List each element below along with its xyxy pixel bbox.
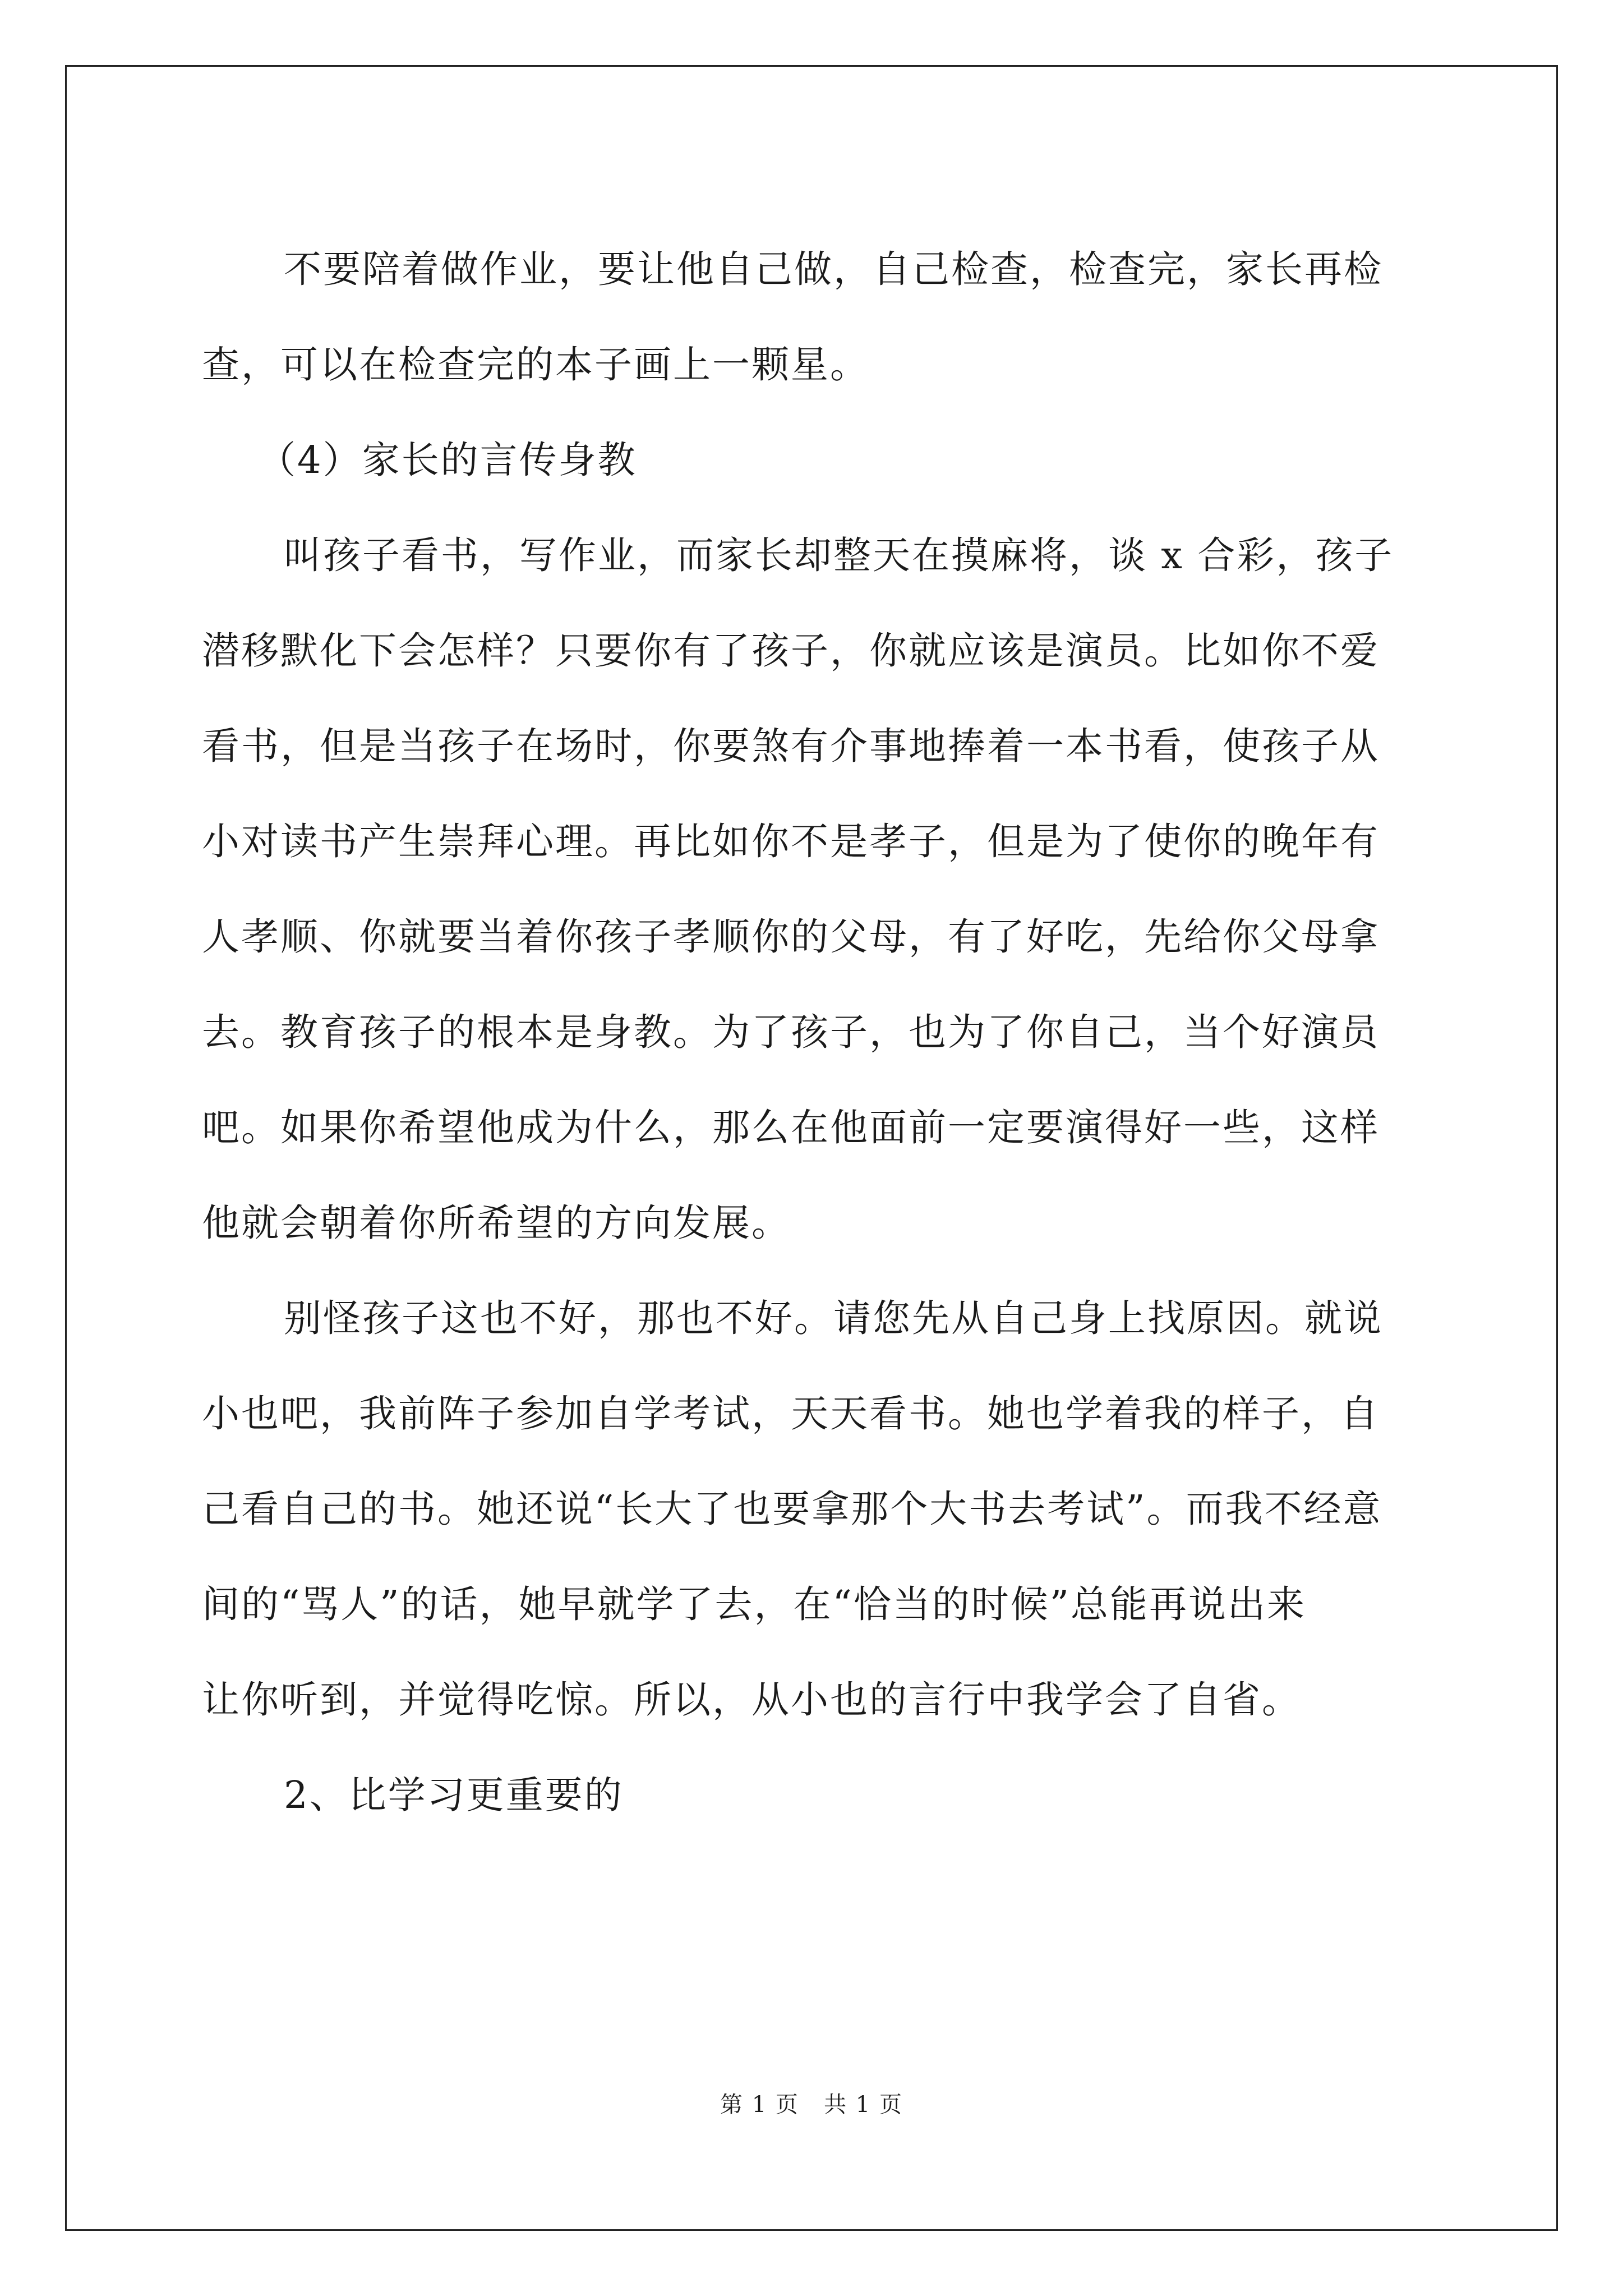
paragraph	[202, 1271, 1430, 1747]
text-line: 潜移默化下会怎样？只要你有了孩子，你就应该是演员。比如你不爱	[202, 629, 1380, 673]
text-line: 别怪孩子这也不好，那也不好。请您先从自己身上找原因。就说	[284, 1296, 1383, 1340]
text-line: 人孝顺、你就要当着你孩子孝顺你的父母，有了好吃，先给你父母拿	[202, 915, 1380, 959]
text-line: 看书，但是当孩子在场时，你要煞有介事地捧着一本书看，使孩子从	[202, 724, 1380, 768]
text-line: 他就会朝着你所希望的方向发展。	[202, 1201, 791, 1245]
page-number: 第 1 页	[720, 2092, 799, 2118]
page-total: 共 1 页	[824, 2092, 903, 2118]
text-line: 查，可以在检查完的本子画上一颗星。	[202, 343, 869, 386]
text-line: 间的“骂人”的话，她早就学了去，在“恰当的时候”总能再说出来	[202, 1582, 1307, 1626]
text-line: 去。教育孩子的根本是身教。为了孩子，也为了你自己，当个好演员	[202, 1010, 1380, 1054]
paragraph	[202, 222, 1430, 412]
text-line: 己看自己的书。她还说“长大了也要拿那个大书去考试”。而我不经意	[202, 1487, 1382, 1531]
footer-spacer	[799, 2092, 824, 2118]
section-heading	[202, 1747, 1430, 1843]
text-line: 让你听到，并觉得吃惊。所以，从小也的言行中我学会了自省。	[202, 1678, 1301, 1722]
text-line: 小对读书产生崇拜心理。再比如你不是孝子，但是为了使你的晚年有	[202, 820, 1380, 863]
page-footer	[0, 2087, 1623, 2119]
text-line: 小也吧，我前阵子参加自学考试，天天看书。她也学着我的样子，自	[202, 1392, 1380, 1435]
document-body	[202, 222, 1430, 1843]
text-line: （4）家长的言传身教	[258, 438, 637, 482]
text-line: 叫孩子看书，写作业，而家长却整天在摸麻将，谈 x 合彩，孩子	[284, 533, 1394, 577]
section-heading	[202, 412, 1430, 508]
text-line: 吧。如果你希望他成为什么，那么在他面前一定要演得好一些，这样	[202, 1106, 1380, 1149]
paragraph	[202, 508, 1430, 1271]
text-line: 2、比学习更重要的	[284, 1773, 624, 1817]
text-line: 不要陪着做作业，要让他自己做，自己检查，检查完，家长再检	[284, 247, 1383, 291]
